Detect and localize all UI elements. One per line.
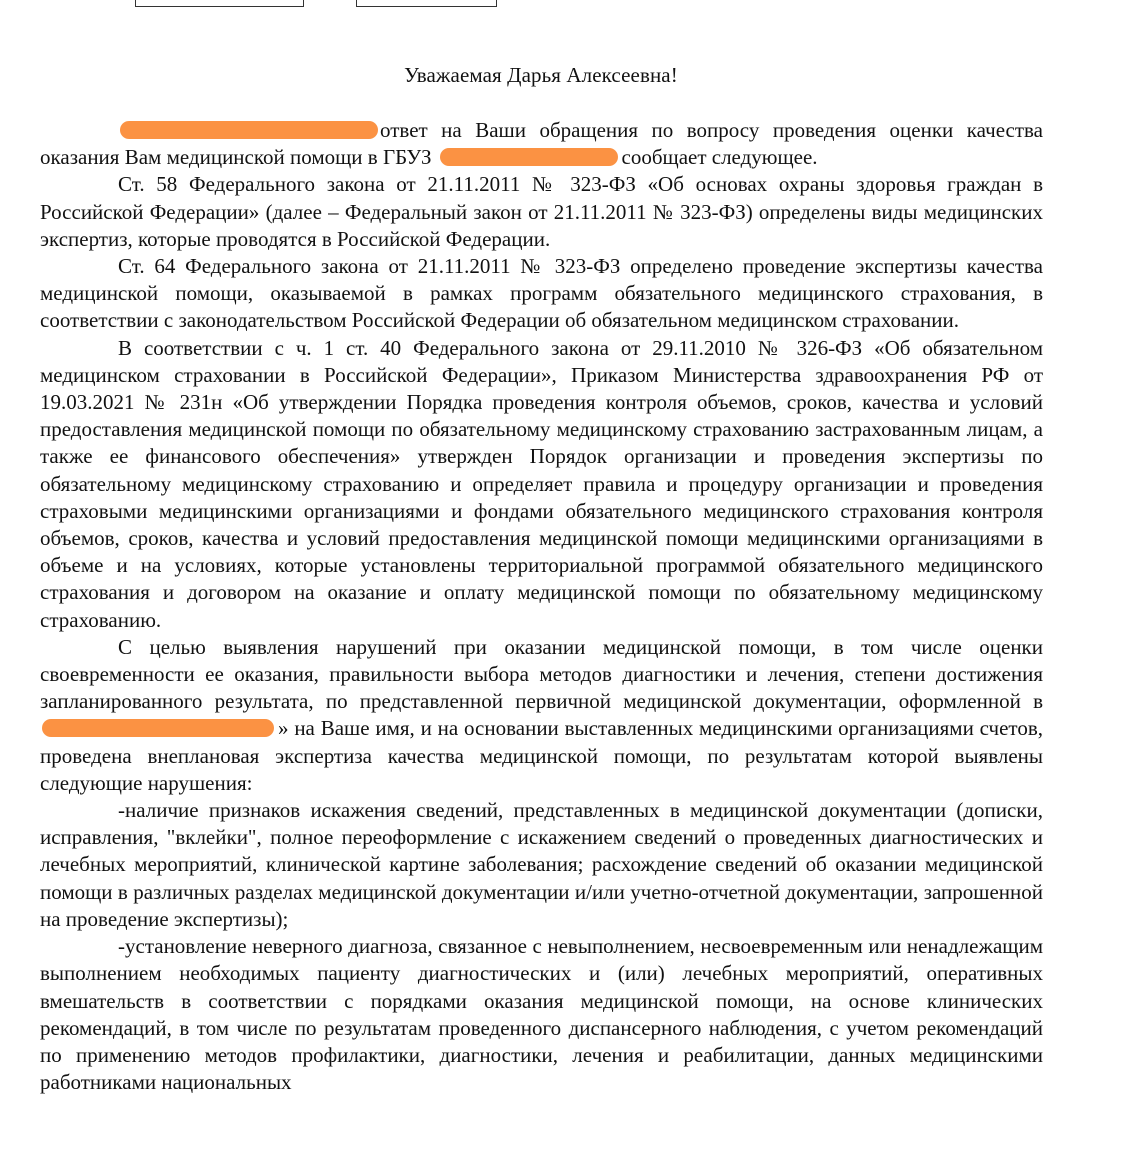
top-header-fields (0, 0, 1134, 10)
violation-item-diagnosis: -установление неверного диагноза, связанное с невыполнением, несвоевременным или ненадлежащим выполнением необходимых пациенту диагностических и (или) лечебных мероприятий, оперативных вмешательств в соответствии с порядками оказания медицинской помощи, на основе клинических рекомендаций, в том числе по результатам проведенного диспансерного наблюдения, с учетом рекомендаций по применению методов профилактики, диагностики, лечения и реабилитации, данных медицинскими работниками национальных (40, 934, 1043, 1095)
expertise-text-end: » на Ваше имя, и на основании выставленных медицинскими организациями счетов, проведена внеплановая экспертиза качества медицинской помощи, по результатам которой выявлены следующие нарушения: (40, 716, 1043, 795)
salutation: Уважаемая Дарья Алексеевна! (404, 63, 678, 87)
paragraph-article-64: Ст. 64 Федерального закона от 21.11.2011 № 323-ФЗ определено проведение экспертизы качества медицинской помощи, оказываемой в рамках программ обязательного медицинского страхования, в соответствии с законодательством Российской Федерации об обязательном медицинском страховании. (40, 254, 1043, 333)
intro-text-end: сообщает следующее. (621, 145, 818, 170)
paragraph-intro (40, 117, 1043, 171)
header-field-box-left (135, 0, 304, 7)
redaction-mark (440, 148, 618, 166)
intro-text: ответ на Ваши обращения по вопросу проведения оценки качества оказания Вам медицинской помощи в ГБУЗ (40, 118, 1043, 170)
letter-body (40, 117, 1043, 1096)
paragraph-expertise (40, 634, 1043, 797)
violation-item-distortion: -наличие признаков искажения сведений, представленных в медицинской документации (дописки, исправления, "вклейки", полное переоформление с искажением сведений о проведенных диагностических и лечебных мероприятий, клинической картине заболевания; расхождение сведений об оказании медицинской помощи в различных разделах медицинской документации и/или учетно-отчетной документации, запрошенной на проведение экспертизы); (40, 798, 1043, 931)
paragraph-law-326: В соответствии с ч. 1 ст. 40 Федерального закона от 29.11.2010 № 326-ФЗ «Об обязательном медицинском страховании в Российской Федерации», Приказом Министерства здравоохранения РФ от 19.03.2021 № 231н «Об утверждении Порядка проведения контроля объемов, сроков, качества и условий предоставления медицинской помощи по обязательному медицинскому страхованию застрахованным лицам, а также ее финансового обеспечения» утвержден Порядок организации и проведения экспертизы по обязательному медицинскому страхованию и определяет правила и процедуру организации и проведения страховыми медицинскими организациями и фондами обязательного медицинского страхования контроля объемов, сроков, качества и условий предоставления медицинской помощи медицинскими организациями в объеме и на условиях, которые установлены территориальной программой обязательного медицинского страхования и договором на оказание и оплату медицинской помощи по обязательному медицинскому страхованию. (40, 335, 1043, 632)
expertise-text-start: С целью выявления нарушений при оказании медицинской помощи, в том числе оценки своевременности ее оказания, правильности выбора методов диагностики и лечения, степени достижения запланированного результата, по представленной первичной медицинской документации, оформленной в (40, 634, 1043, 714)
redaction-mark (120, 121, 378, 139)
header-field-box-right (356, 0, 497, 7)
redaction-mark (42, 719, 274, 737)
paragraph-article-58: Ст. 58 Федерального закона от 21.11.2011 № 323-ФЗ «Об основах охраны здоровья граждан в Российской Федерации» (далее – Федеральный закон от 21.11.2011 № 323-ФЗ) определены виды медицинских экспертиз, которые проводятся в Российской Федерации. (40, 172, 1043, 251)
